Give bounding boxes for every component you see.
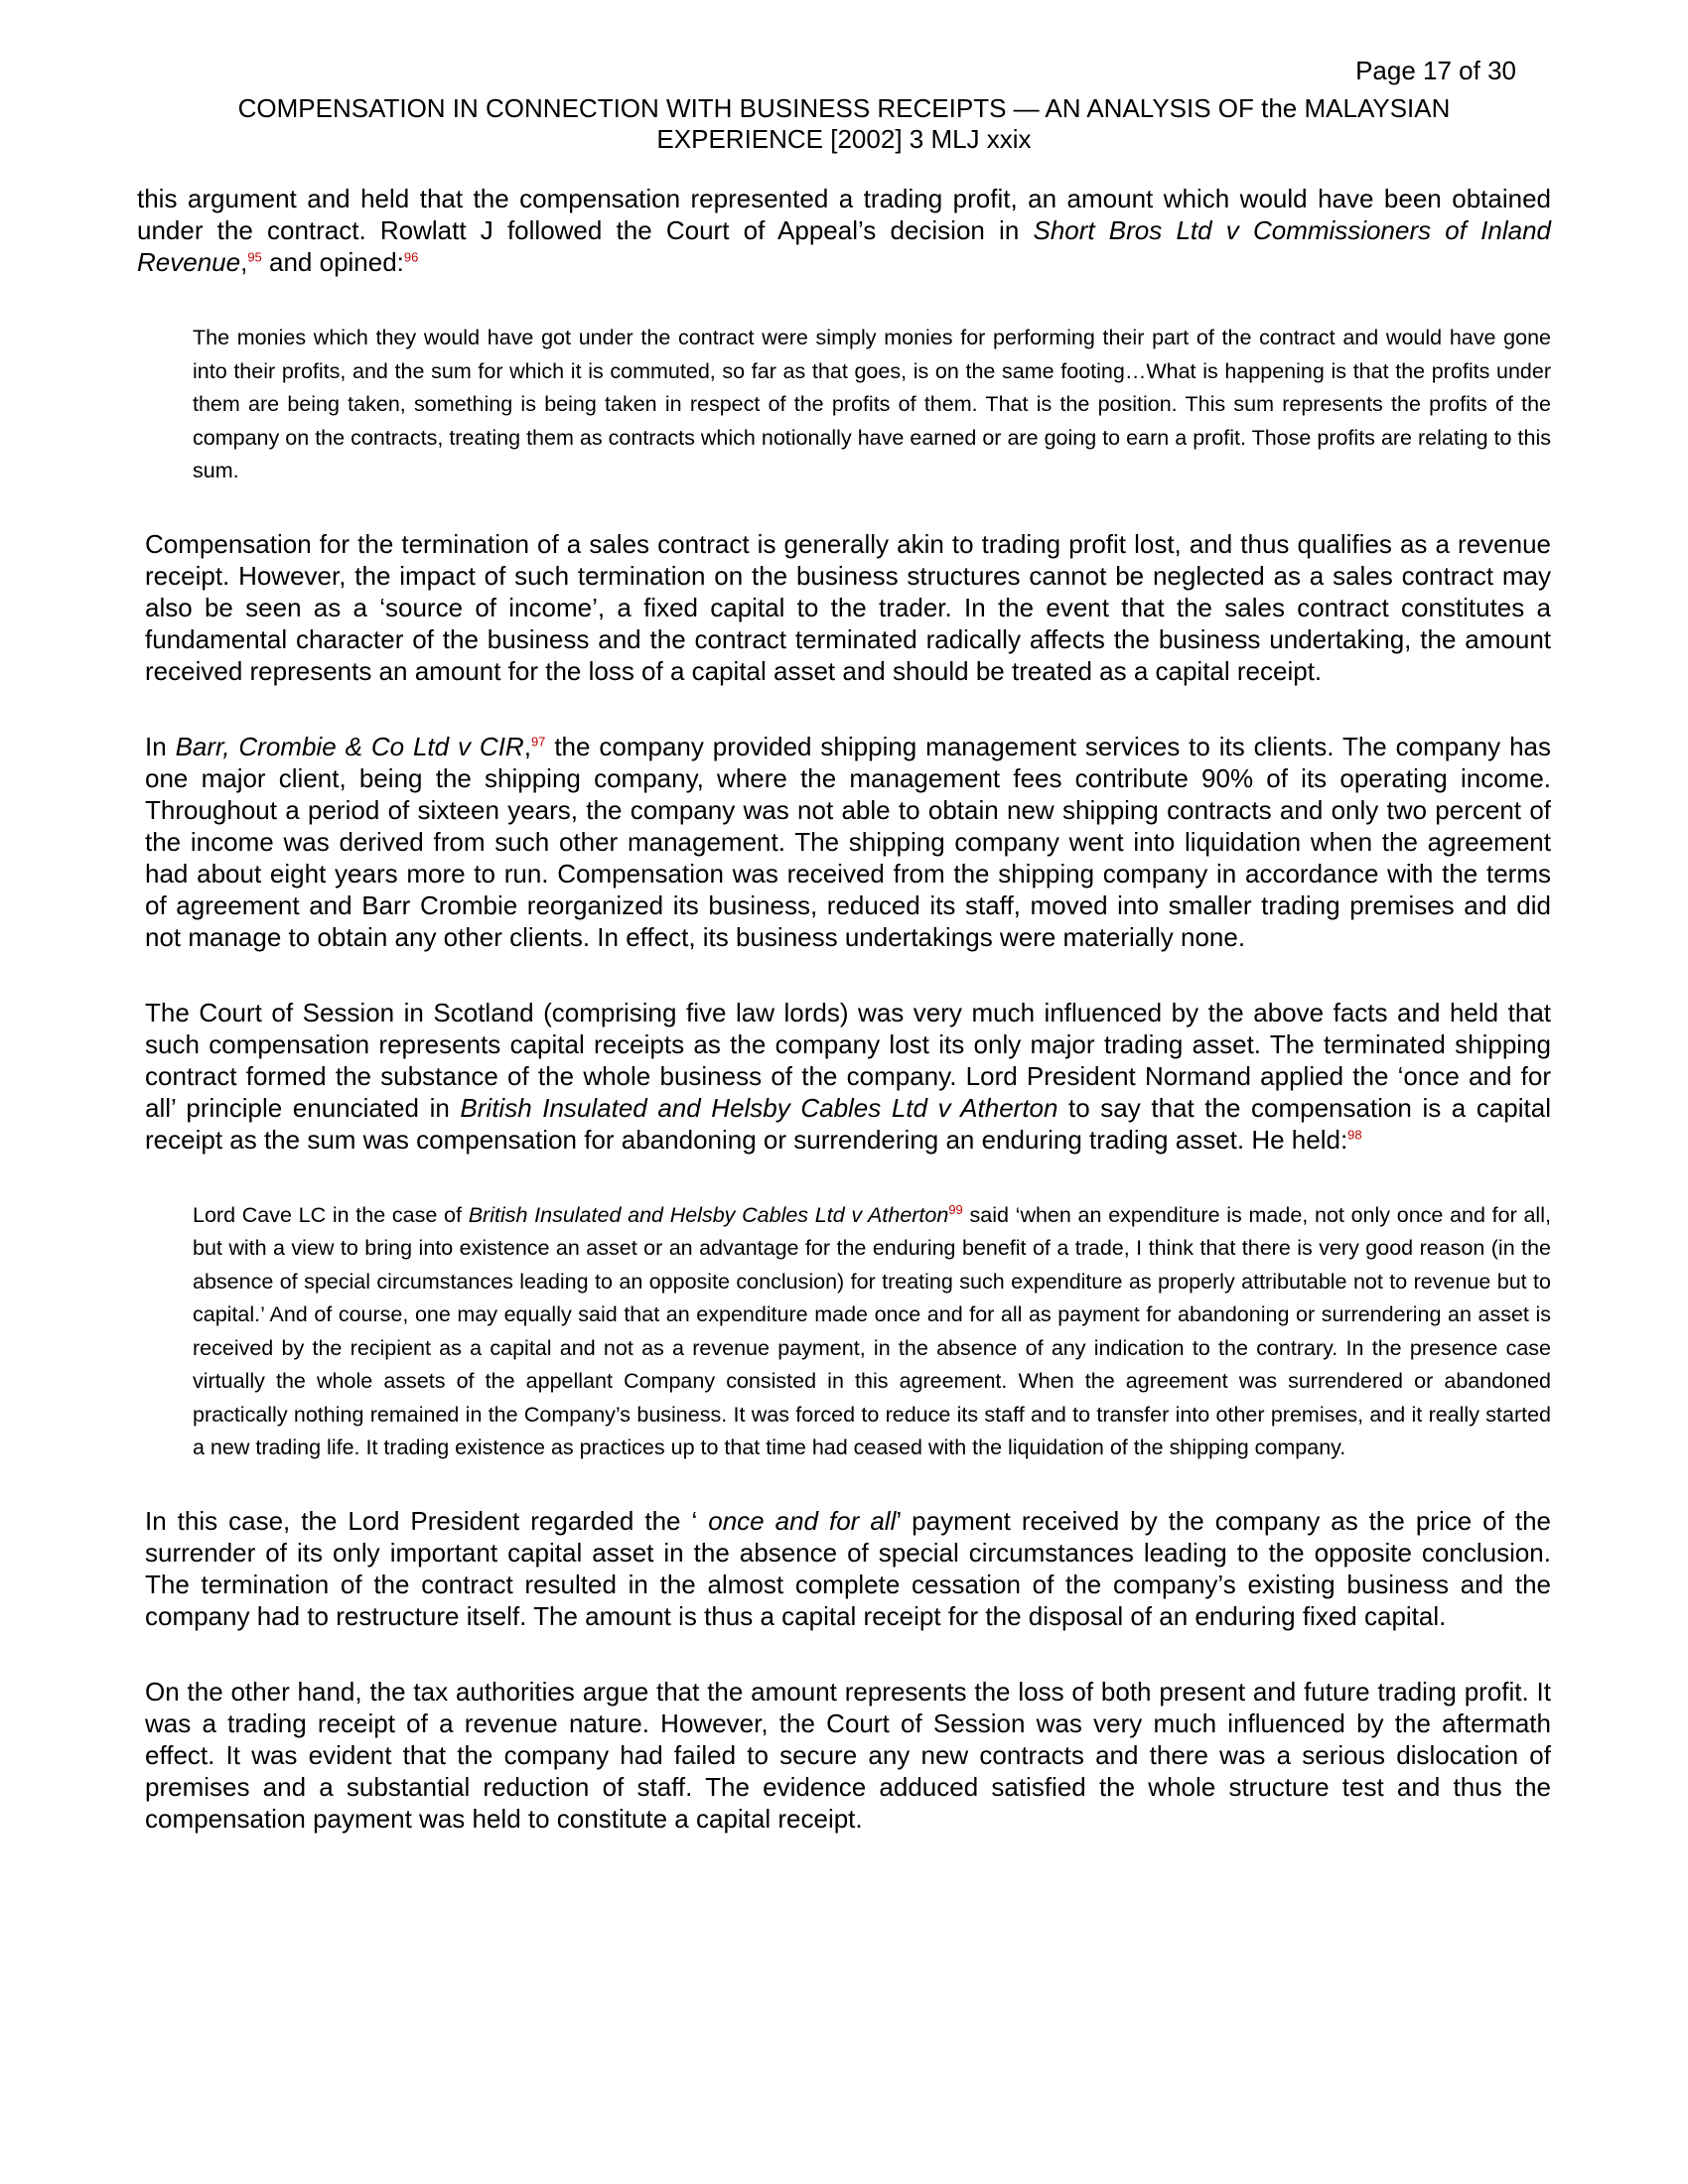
italic-phrase: once and for all [708, 1505, 897, 1536]
case-name: British Insulated and Helsby Cables Ltd v Atherton [460, 1092, 1058, 1123]
case-name: Barr, Crombie & Co Ltd v CIR [175, 731, 524, 761]
page-number: Page 17 of 30 [1355, 56, 1516, 85]
paragraph-1 [137, 183, 1551, 278]
paragraph-text: and opined: [261, 247, 404, 277]
quote-text: Lord Cave LC in the case of [193, 1202, 469, 1227]
paragraph-text: , [240, 247, 248, 277]
document-body [137, 183, 1551, 1835]
quote-text: said ‘when an expenditure is made, not only once and for all, but with a view to bring into existence an asset or an advantage for the enduring benefit of a trade, I think that there is very good reason (in the absence of special circumstances leading to an opposite conclusion) for treating such expenditure as properly attributable not to revenue but to capital.’ And of course, one may equally said that an expenditure made once and for all as payment for abandoning or surrendering an asset is received by the recipient as a capital and not as a revenue payment, in the absence of any indication to the contrary. In the presence case virtually the whole assets of the appellant Company consisted in this agreement. When the agreement was surrendered or abandoned practically nothing remained in the Company’s business. It was forced to reduce its staff and to transfer into other premises, and it really started a new trading life. It trading existence as practices up to that time had ceased with the liquidation of the shipping company. [193, 1202, 1551, 1459]
running-title-line1: COMPENSATION IN CONNECTION WITH BUSINESS RECEIPTS — AN ANALYSIS OF the MALAYSIAN [237, 93, 1451, 123]
footnote-ref-99[interactable]: 99 [948, 1201, 963, 1217]
paragraph-6: On the other hand, the tax authorities argue that the amount represents the loss of both present and future trading profit. It was a trading receipt of a revenue nature. However, the Court of Session was very much influenced by the aftermath effect. It was evident that the company had failed to secure any new contracts and there was a serious dislocation of premises and a substantial reduction of staff. The evidence adduced satisfied the whole structure test and thus the compensation payment was held to constitute a capital receipt. [145, 1676, 1551, 1834]
paragraph-text: to say that the compensation is a capital receipt as the sum was compensation for abandoning or surrendering an enduring trading asset. He held: [145, 1092, 1551, 1155]
block-quote-2 [193, 1199, 1551, 1465]
paragraph-text: The Court of Session in Scotland (comprising five law lords) was very much influenced by the above facts and held that such compensation represents capital receipts as the company lost its only major trading asset. The terminated shipping contract formed the substance of the whole business of the company. Lord President Normand applied the ‘once and for all’ principle enunciated in [145, 997, 1551, 1123]
running-title-line2: EXPERIENCE [2002] 3 MLJ xxix [656, 124, 1032, 154]
paragraph-3 [137, 731, 1551, 953]
footnote-ref-95[interactable]: 95 [247, 249, 262, 265]
paragraph-text: the company provided shipping management services to its clients. The company has one major client, being the shipping company, where the management fees contribute 90% of its operating income. Throughout a period of sixteen years, the company was not able to obtain new shipping contracts and only two percent of the income was derived from such other management. The shipping company went into liquidation when the agreement had about eight years more to run. Compensation was received from the shipping company in accordance with the terms of agreement and Barr Crombie reorganized its business, reduced its staff, moved into smaller trading premises and did not manage to obtain any other clients. In effect, its business undertakings were materially none. [145, 731, 1551, 952]
footnote-ref-98[interactable]: 98 [1347, 1126, 1362, 1142]
case-name: British Insulated and Helsby Cables Ltd v Atherton [468, 1202, 949, 1227]
paragraph-5 [137, 1505, 1551, 1632]
paragraph-2: Compensation for the termination of a sales contract is generally akin to trading profit lost, and thus qualifies as a revenue receipt. However, the impact of such termination on the business structures cannot be neglected as a sales contract may also be seen as a ‘source of income’, a fixed capital to the trader. In the event that the sales contract constitutes a fundamental character of the business and the contract terminated radically affects the business undertaking, the amount received represents an amount for the loss of a capital asset and should be treated as a capital receipt. [145, 528, 1551, 686]
footnote-ref-97[interactable]: 97 [530, 733, 546, 749]
paragraph-text: In [145, 731, 176, 761]
paragraph-text: , [523, 731, 531, 761]
running-header [139, 93, 1549, 155]
case-name: Short Bros Ltd v Commissioners of Inland Revenue [137, 215, 1551, 277]
block-quote-1: The monies which they would have got under the contract were simply monies for performing their part of the contract and would have gone into their profits, and the sum for which it is commuted, so far as that goes, is on the same footing…What is happening is that the profits under them are being taken, something is being taken in respect of the profits of them. That is the position. This sum represents the profits of the company on the contracts, treating them as contracts which notionally have earned or are going to earn a profit. Those profits are relating to this sum. [193, 326, 1551, 482]
paragraph-text: ’ payment received by the company as the price of the surrender of its only important capital asset in the absence of special circumstances leading to the opposite conclusion. The termination of the contract resulted in the almost complete cessation of the company’s existing business and the company had to restructure itself. The amount is thus a capital receipt for the disposal of an enduring fixed capital. [145, 1505, 1551, 1631]
paragraph-text: this argument and held that the compensation represented a trading profit, an amount which would have been obtained under the contract. Rowlatt J followed the Court of Appeal’s decision in [137, 184, 1551, 245]
footnote-ref-96[interactable]: 96 [403, 249, 419, 265]
paragraph-4 [137, 997, 1551, 1156]
paragraph-text: In this case, the Lord President regarded the ‘ [145, 1505, 709, 1536]
